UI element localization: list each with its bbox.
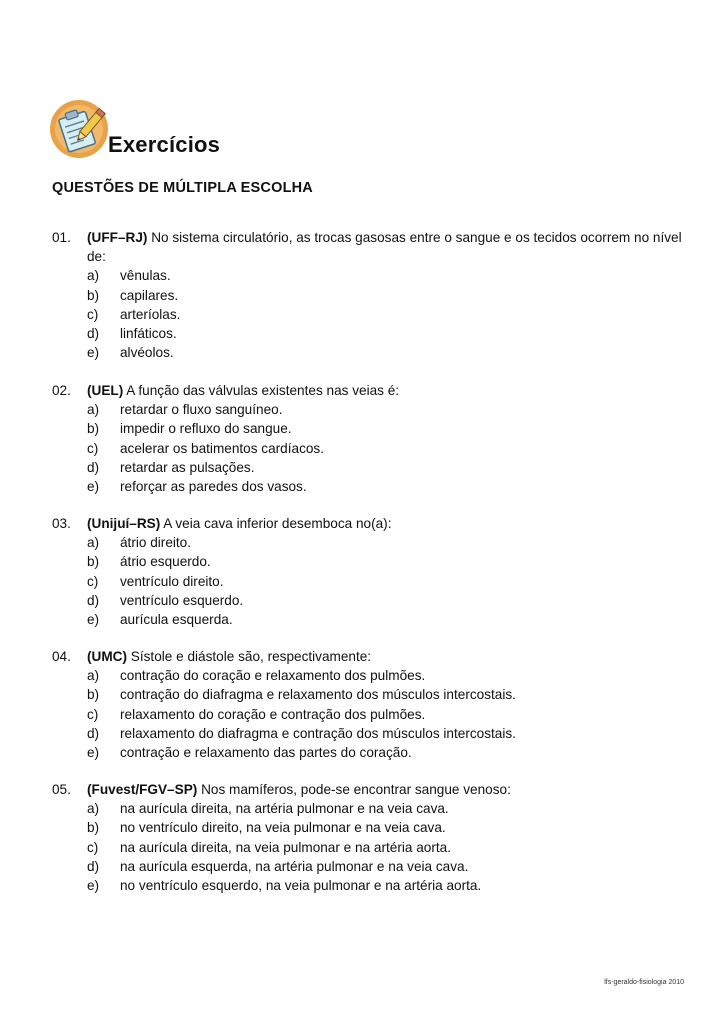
option-a: [87, 666, 687, 685]
option-text: contração do diafragma e relaxamento dos músculos intercostais.: [120, 687, 516, 703]
question-stem-text: A função das válvulas existentes nas veias é:: [123, 383, 400, 398]
option-b: [87, 552, 687, 571]
option-c: [87, 705, 687, 724]
option-letter: b): [87, 287, 100, 303]
question-source: (UMC): [87, 649, 128, 664]
option-b: [87, 286, 687, 305]
option-text: contração do coração e relaxamento dos pulmões.: [120, 668, 426, 684]
option-letter: d): [87, 325, 100, 341]
question-stem: [87, 381, 692, 400]
option-letter: e): [87, 611, 100, 627]
option-d: [87, 591, 687, 610]
option-letter: b): [87, 554, 100, 570]
option-a: [87, 266, 687, 285]
page-title: Exercícios: [108, 132, 221, 157]
option-text: alvéolos.: [120, 345, 174, 361]
question-stem-text: Nos mamíferos, pode-se encontrar sangue venoso:: [197, 782, 511, 797]
option-text: relaxamento do diafragma e contração dos músculos intercostais.: [120, 725, 516, 741]
options-list: [87, 799, 687, 895]
question-stem: [87, 228, 692, 266]
footer-credit: lfs-geraldo-fisiologia 2010: [604, 979, 684, 986]
option-text: impedir o refluxo do sangue.: [120, 421, 292, 437]
question-number: 05.: [52, 782, 71, 797]
header: [48, 98, 348, 162]
option-letter: e): [87, 877, 100, 893]
option-letter: c): [87, 839, 99, 855]
option-letter: b): [87, 421, 100, 437]
question-number: 03.: [52, 516, 71, 531]
option-letter: a): [87, 535, 100, 551]
option-e: [87, 477, 687, 496]
option-d: [87, 458, 687, 477]
option-e: [87, 743, 687, 762]
question-number: 04.: [52, 649, 71, 664]
option-text: aurícula esquerda.: [120, 611, 233, 627]
option-e: [87, 610, 687, 629]
options-list: [87, 533, 687, 629]
question-source: (UFF–RJ): [87, 230, 148, 245]
option-text: linfáticos.: [120, 325, 177, 341]
option-c: [87, 439, 687, 458]
question-number: 01.: [52, 230, 71, 245]
option-letter: a): [87, 268, 100, 284]
option-text: na aurícula direita, na veia pulmonar e na artéria aorta.: [120, 839, 451, 855]
question-source: (Unijuí–RS): [87, 516, 161, 531]
question-source: (Fuvest/FGV–SP): [87, 782, 198, 797]
option-d: [87, 324, 687, 343]
option-letter: d): [87, 592, 100, 608]
question-stem-text-continued: de:: [87, 249, 106, 265]
option-e: [87, 876, 687, 895]
question-number: 02.: [52, 383, 71, 398]
option-text: arteríolas.: [120, 306, 181, 322]
option-letter: a): [87, 668, 100, 684]
option-e: [87, 343, 687, 362]
option-letter: d): [87, 858, 100, 874]
option-text: no ventrículo esquerdo, na veia pulmonar e na artéria aorta.: [120, 877, 482, 893]
question-source: (UEL): [87, 383, 124, 398]
option-a: [87, 400, 687, 419]
option-b: [87, 685, 687, 704]
options-list: [87, 400, 687, 496]
option-text: átrio direito.: [120, 535, 192, 551]
option-letter: a): [87, 402, 100, 418]
option-letter: c): [87, 306, 99, 322]
option-text: capilares.: [120, 287, 179, 303]
option-text: na aurícula esquerda, na artéria pulmonar e na veia cava.: [120, 858, 469, 874]
options-list: [87, 666, 687, 762]
option-letter: c): [87, 706, 99, 722]
clipboard-pencil-icon: [48, 98, 110, 160]
question-stem-text: Sístole e diástole são, respectivamente:: [127, 649, 372, 664]
options-list: [87, 266, 687, 362]
question-stem-text: A veia cava inferior desemboca no(a):: [160, 516, 392, 531]
option-text: retardar as pulsações.: [120, 459, 255, 475]
option-text: átrio esquerdo.: [120, 554, 211, 570]
option-text: relaxamento do coração e contração dos pulmões.: [120, 706, 426, 722]
option-text: reforçar as paredes dos vasos.: [120, 478, 307, 494]
question-stem: [87, 514, 692, 533]
option-text: na aurícula direita, na artéria pulmonar e na veia cava.: [120, 801, 449, 817]
option-a: [87, 799, 687, 818]
option-d: [87, 724, 687, 743]
option-letter: e): [87, 478, 100, 494]
option-letter: b): [87, 687, 100, 703]
option-letter: e): [87, 744, 100, 760]
option-letter: d): [87, 459, 100, 475]
option-a: [87, 533, 687, 552]
option-text: ventrículo direito.: [120, 573, 224, 589]
section-title: QUESTÕES DE MÚLTIPLA ESCOLHA: [52, 180, 313, 196]
option-letter: c): [87, 440, 99, 456]
option-c: [87, 305, 687, 324]
option-text: vênulas.: [120, 268, 171, 284]
option-c: [87, 572, 687, 591]
option-letter: d): [87, 725, 100, 741]
option-letter: a): [87, 801, 100, 817]
option-letter: b): [87, 820, 100, 836]
option-text: contração e relaxamento das partes do coração.: [120, 744, 412, 760]
option-c: [87, 838, 687, 857]
option-text: retardar o fluxo sanguíneo.: [120, 402, 283, 418]
option-d: [87, 857, 687, 876]
option-text: ventrículo esquerdo.: [120, 592, 244, 608]
option-b: [87, 419, 687, 438]
option-text: no ventrículo direito, na veia pulmonar e na veia cava.: [120, 820, 446, 836]
question-stem-text: No sistema circulatório, as trocas gasosas entre o sangue e os tecidos ocorrem no nível: [147, 230, 682, 245]
option-letter: c): [87, 573, 99, 589]
question-stem: [87, 647, 692, 666]
question-stem: [87, 780, 692, 799]
option-b: [87, 818, 687, 837]
option-letter: e): [87, 345, 100, 361]
option-text: acelerar os batimentos cardíacos.: [120, 440, 325, 456]
